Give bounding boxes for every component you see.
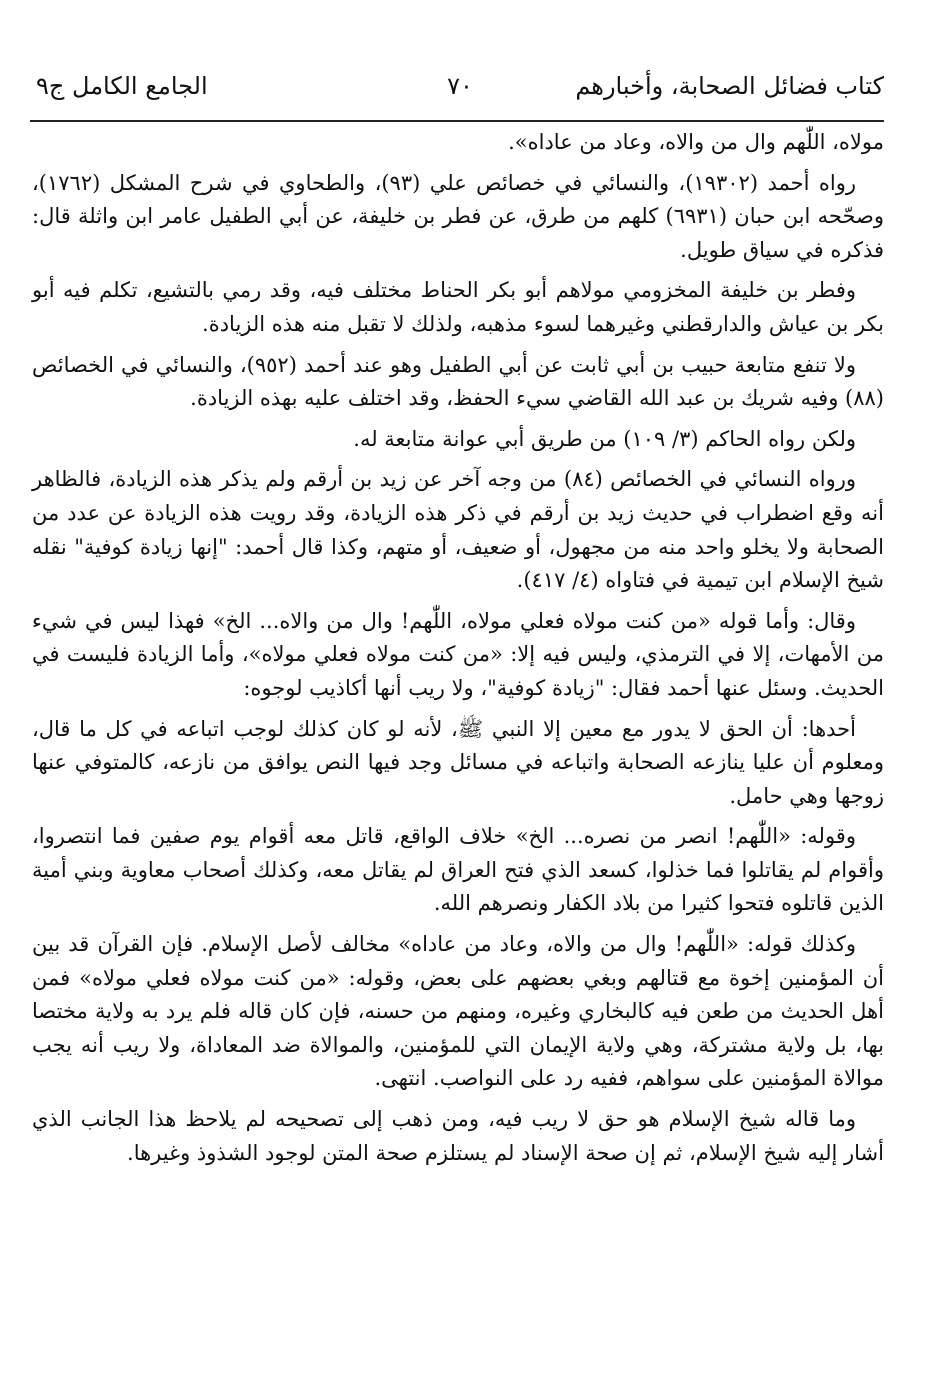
page-header [36, 58, 884, 118]
paragraph: وما قاله شيخ الإسلام هو حق لا ريب فيه، ومن ذهب إلى تصحيحه لم يلاحظ هذا الجانب الذي أشار إليه شيخ الإسلام، ثم إن صحة الإسناد لم يستلزم صحة المتن لوجود الشذوذ وغيرها. [32, 1107, 884, 1165]
page-number: ٧٠ [447, 72, 473, 100]
page-body [32, 126, 884, 1338]
paragraph: ولا تنفع متابعة حبيب بن أبي ثابت عن أبي الطفيل وهو عند أحمد (٩٥٢)، والنسائي في الخصائص (٨٨) وفيه شريك بن عبد الله القاضي سيء الحفظ، وقد اختلف عليه بهذه الزيادة. [32, 352, 884, 411]
paragraph: وقوله: «اللّٰهم! انصر من نصره... الخ» خلاف الواقع، قاتل معه أقوام يوم صفين فما انتصروا، وأقوام لم يقاتلوا فما خذلوا، كسعد الذي فتح العراق لم يقاتل معه، وكذلك أصحاب معاوية وبني أمية الذين قاتلوه فتحوا كثيرا من بلاد الكفار ونصرهم الله. [32, 824, 884, 916]
paragraph: أحدها: أن الحق لا يدور مع معين إلا النبي ﷺ، لأنه لو كان كذلك لوجب اتباعه في كل ما قال، ومعلوم أن عليا ينازعه الصحابة واتباعه في مسائل وجد فيها النص يوافق من نازعه، كالمتوفي عنها زوجها وهي حامل. [32, 716, 884, 808]
paragraph: ورواه النسائي في الخصائص (٨٤) من وجه آخر عن زيد بن أرقم ولم يذكر هذه الزيادة، فالظاهر أنه وقع اضطراب في حديث زيد بن أرقم في ذكر هذه الزيادة، وقد رويت هذه الزيادة عن عدد من الصحابة ولا يخلو واحد منه من مجهول، أو ضعيف، أو متهم، وكذا قال أحمد: "إنها زيادة كوفية" نقله شيخ الإسلام ابن تيمية في فتاواه (٤/ ٤١٧). [32, 467, 884, 593]
paragraph: ولكن رواه الحاكم (٣/ ١٠٩) من طريق أبي عوانة متابعة له. [353, 426, 856, 451]
paragraph: وقال: وأما قوله «من كنت مولاه فعلي مولاه، اللّٰهم! وال من والاه... الخ» فهذا ليس في شيء من الأمهات، إلا في الترمذي، وليس فيه إلا: «من كنت مولاه فعلي مولاه»، وأما الزيادة فليست في الحديث. وسئل عنها أحمد فقال: "زيادة كوفية"، ولا ريب أنها أكاذيب لوجوه: [32, 608, 884, 700]
paragraph: مولاه، اللّٰهم وال من والاه، وعاد من عاداه». [508, 130, 884, 154]
running-head-section: كتاب فضائل الصحابة، وأخبارهم [575, 72, 884, 100]
paragraph: وفطر بن خليفة المخزومي مولاهم أبو بكر الحناط مختلف فيه، وقد رمي بالتشيع، تكلم فيه أبو بكر بن عياش والدارقطني وغيرهما لسوء مذهبه، ولذلك لا تقبل منه هذه الزيادة. [32, 278, 884, 336]
paragraph: رواه أحمد (١٩٣٠٢)، والنسائي في خصائص علي (٩٣)، والطحاوي في شرح المشكل (١٧٦٢)، وصحّحه ابن حبان (٦٩٣١) كلهم من طرق، عن فطر بن خليفة، عن أبي الطفيل عامر ابن واثلة قال: فذكره في سياق طويل. [32, 170, 884, 262]
running-head-title: الجامع الكامل ج٩ [36, 72, 208, 100]
paragraph: وكذلك قوله: «اللّٰهم! وال من والاه، وعاد من عاداه» مخالف لأصل الإسلام. فإن القرآن قد بين أن المؤمنين إخوة مع قتالهم وبغي بعضهم على بعض، وقوله: «من كنت مولاه فعلي مولاه» فمن أهل الحديث من طعن فيه كالبخاري وغيره، ومنهم من حسنه، فإن كان قاله فلم يرد به ولاية مختصا بها، بل ولاية مشتركة، وهي ولاية الإيمان التي للمؤمنين، والموالاة ضد المعاداة، ولا ريب أنه يجب موالاة المؤمنين على سواهم، ففيه رد على النواصب. انتهى. [32, 932, 884, 1091]
header-rule [30, 120, 884, 122]
